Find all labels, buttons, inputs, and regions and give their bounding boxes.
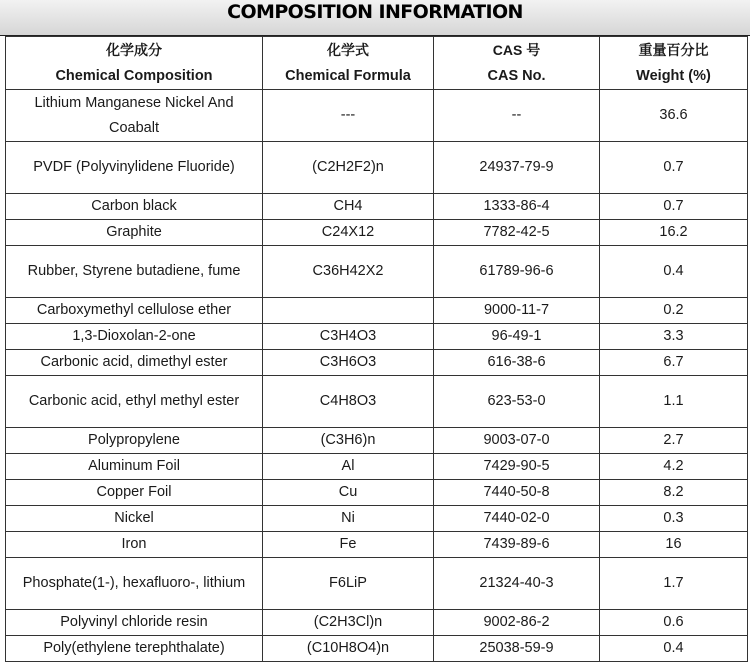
formula-cell: Cu [263, 480, 434, 506]
table-header-row [6, 37, 748, 90]
header-label-cn: 化学成分 [106, 42, 162, 58]
cas-number-cell: 9003-07-0 [434, 428, 600, 454]
table-row [6, 428, 748, 454]
chemical-name-cell: Graphite [6, 220, 263, 246]
formula-cell: CH4 [263, 194, 434, 220]
header-chemical-composition [6, 37, 263, 90]
weight-cell: 1.1 [600, 376, 748, 428]
formula-cell: C3H4O3 [263, 324, 434, 350]
page-title: COMPOSITION INFORMATION [227, 1, 523, 23]
weight-cell: 0.7 [600, 194, 748, 220]
composition-table [5, 36, 748, 662]
weight-cell: 6.7 [600, 350, 748, 376]
cas-number-cell: 25038-59-9 [434, 636, 600, 662]
formula-cell: Ni [263, 506, 434, 532]
cas-number-cell: 24937-79-9 [434, 142, 600, 194]
weight-cell: 36.6 [600, 90, 748, 142]
table-row [6, 636, 748, 662]
formula-cell: C36H42X2 [263, 246, 434, 298]
cas-number-cell: -- [434, 90, 600, 142]
weight-cell: 0.4 [600, 636, 748, 662]
header-label-cn: 化学式 [327, 42, 369, 58]
cas-number-cell: 7440-50-8 [434, 480, 600, 506]
weight-cell: 0.3 [600, 506, 748, 532]
cas-number-cell: 1333-86-4 [434, 194, 600, 220]
header-weight-percent [600, 37, 748, 90]
table-row [6, 90, 748, 142]
chemical-name-cell: Rubber, Styrene butadiene, fume [6, 246, 263, 298]
cas-number-cell: 21324-40-3 [434, 558, 600, 610]
cas-number-cell: 616-38-6 [434, 350, 600, 376]
table-row [6, 480, 748, 506]
chemical-name-cell: Carboxymethyl cellulose ether [6, 298, 263, 324]
cas-number-cell: 7782-42-5 [434, 220, 600, 246]
cas-number-cell: 7439-89-6 [434, 532, 600, 558]
chemical-name-cell: Carbonic acid, dimethyl ester [6, 350, 263, 376]
chemical-name-cell: Nickel [6, 506, 263, 532]
cas-number-cell: 9002-86-2 [434, 610, 600, 636]
table-body [6, 90, 748, 662]
chemical-name-cell: Carbonic acid, ethyl methyl ester [6, 376, 263, 428]
header-label-en: Chemical Formula [285, 68, 411, 84]
weight-cell: 4.2 [600, 454, 748, 480]
formula-cell: F6LiP [263, 558, 434, 610]
table-row [6, 454, 748, 480]
weight-cell: 0.6 [600, 610, 748, 636]
formula-cell [263, 298, 434, 324]
cas-number-cell: 623-53-0 [434, 376, 600, 428]
cas-number-cell: 61789-96-6 [434, 246, 600, 298]
chemical-name-cell: Carbon black [6, 194, 263, 220]
chemical-name-cell: Poly(ethylene terephthalate) [6, 636, 263, 662]
weight-cell: 8.2 [600, 480, 748, 506]
header-chemical-formula [263, 37, 434, 90]
chemical-name-cell: 1,3-Dioxolan-2-one [6, 324, 263, 350]
chemical-name-cell: Lithium Manganese Nickel And Coabalt [6, 90, 263, 142]
table-row [6, 324, 748, 350]
header-label-en: Chemical Composition [55, 68, 213, 84]
formula-cell: C24X12 [263, 220, 434, 246]
table-row [6, 220, 748, 246]
table-row [6, 142, 748, 194]
cas-number-cell: 96-49-1 [434, 324, 600, 350]
header-label-cn: CAS 号 [492, 42, 541, 58]
weight-cell: 1.7 [600, 558, 748, 610]
cas-number-cell: 9000-11-7 [434, 298, 600, 324]
header-label-en: CAS No. [487, 68, 546, 84]
formula-cell: Fe [263, 532, 434, 558]
chemical-name-cell: Aluminum Foil [6, 454, 263, 480]
weight-cell: 16.2 [600, 220, 748, 246]
formula-cell: Al [263, 454, 434, 480]
weight-cell: 0.4 [600, 246, 748, 298]
table-row [6, 350, 748, 376]
table-row [6, 532, 748, 558]
weight-cell: 0.7 [600, 142, 748, 194]
formula-cell: C4H8O3 [263, 376, 434, 428]
formula-cell: --- [263, 90, 434, 142]
section-header [0, 0, 750, 36]
table-row [6, 298, 748, 324]
chemical-name-cell: PVDF (Polyvinylidene Fluoride) [6, 142, 263, 194]
cas-number-cell: 7440-02-0 [434, 506, 600, 532]
table-row [6, 506, 748, 532]
weight-cell: 0.2 [600, 298, 748, 324]
header-label-en: Weight (%) [636, 68, 711, 84]
chemical-name-cell: Copper Foil [6, 480, 263, 506]
formula-cell: (C2H2F2)n [263, 142, 434, 194]
formula-cell: (C10H8O4)n [263, 636, 434, 662]
weight-cell: 16 [600, 532, 748, 558]
table-row [6, 194, 748, 220]
header-label-cn: 重量百分比 [638, 42, 709, 58]
chemical-name-cell: Polypropylene [6, 428, 263, 454]
weight-cell: 2.7 [600, 428, 748, 454]
formula-cell: (C3H6)n [263, 428, 434, 454]
formula-cell: (C2H3Cl)n [263, 610, 434, 636]
formula-cell: C3H6O3 [263, 350, 434, 376]
weight-cell: 3.3 [600, 324, 748, 350]
cas-number-cell: 7429-90-5 [434, 454, 600, 480]
chemical-name-cell: Polyvinyl chloride resin [6, 610, 263, 636]
table-row [6, 246, 748, 298]
chemical-name-cell: Phosphate(1-), hexafluoro-, lithium [6, 558, 263, 610]
table-row [6, 558, 748, 610]
table-row [6, 376, 748, 428]
table-row [6, 610, 748, 636]
chemical-name-cell: Iron [6, 532, 263, 558]
header-cas-number [434, 37, 600, 90]
